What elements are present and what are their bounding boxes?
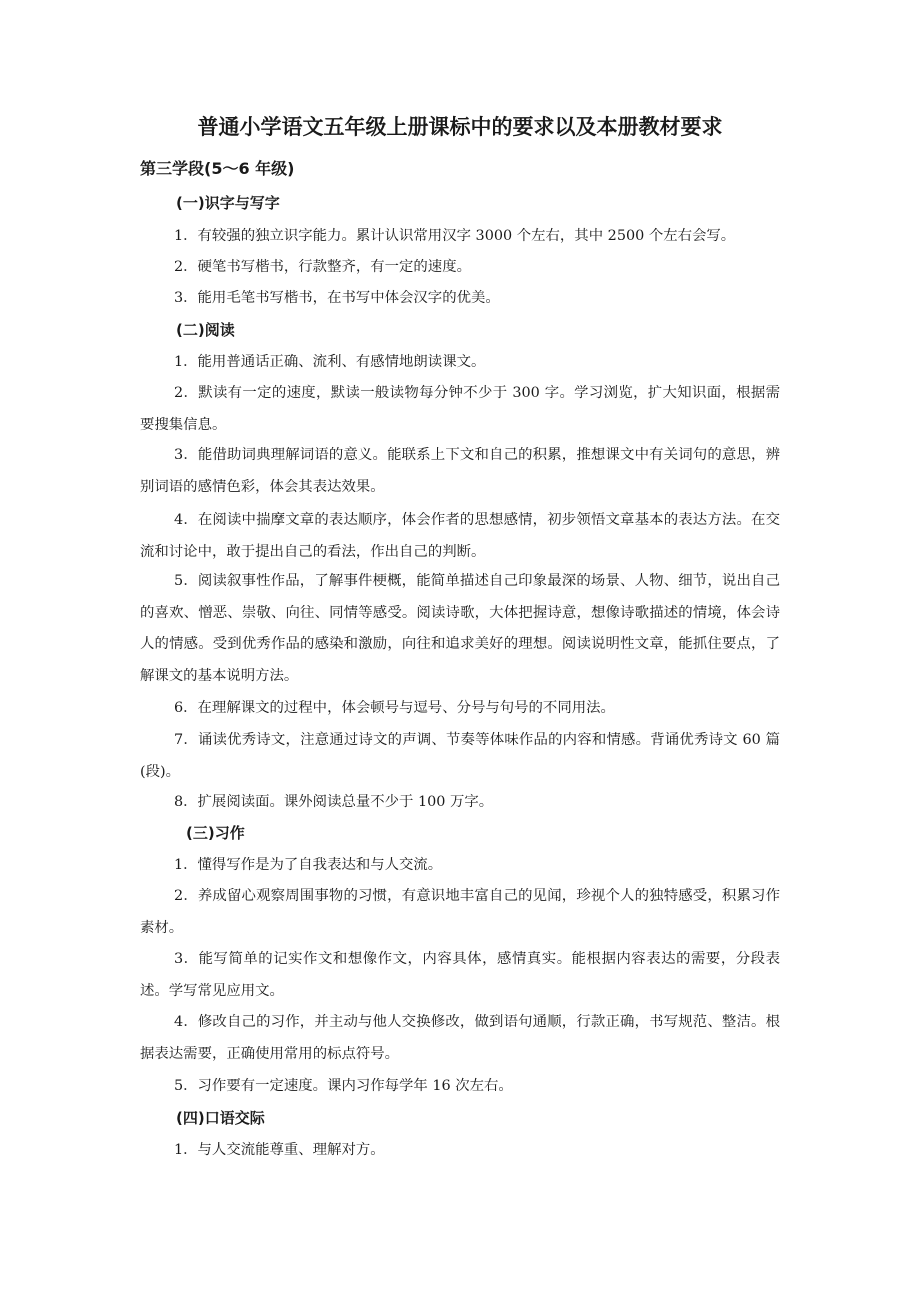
list-item: 3．能写简单的记实作文和想像作文，内容具体，感情真实。能根据内容表达的需要，分段表述。学写常见应用文。	[140, 951, 780, 999]
list-item: 4．在阅读中揣摩文章的表达顺序，体会作者的思想感情，初步领悟文章基本的表达方法。在交流和讨论中，敢于提出自己的看法，作出自己的判断。	[140, 512, 780, 560]
section-heading-oral-communication: (四)口语交际	[176, 1109, 265, 1127]
list-item: 8．扩展阅读面。课外阅读总量不少于 100 万字。	[174, 794, 494, 810]
section-heading-writing: (三)习作	[186, 824, 245, 842]
list-item: 5．习作要有一定速度。课内习作每学年 16 次左右。	[174, 1078, 513, 1094]
list-item: 3．能借助词典理解词语的意义。能联系上下文和自己的积累，推想课文中有关词句的意思，辨别词语的感情色彩，体会其表达效果。	[140, 447, 780, 495]
stage-heading: 第三学段(5～6 年级)	[140, 159, 295, 178]
list-item: 2．硬笔书写楷书，行款整齐，有一定的速度。	[174, 259, 471, 275]
list-item: 5．阅读叙事性作品，了解事件梗概，能简单描述自己印象最深的场景、人物、细节，说出自己的喜欢、憎恶、崇敬、向往、同情等感受。阅读诗歌，大体把握诗意，想像诗歌描述的情境，体会诗人的情感。受到优秀作品的感染和激励，向往和追求美好的理想。阅读说明性文章，能抓住要点，了解课文的基本说明方法。	[140, 573, 780, 684]
list-item: 4．修改自己的习作，并主动与他人交换修改，做到语句通顺，行款正确，书写规范、整洁。根据表达需要，正确使用常用的标点符号。	[140, 1014, 780, 1062]
list-item: 6．在理解课文的过程中，体会顿号与逗号、分号与句号的不同用法。	[174, 700, 615, 716]
list-item: 1．能用普通话正确、流利、有感情地朗读课文。	[174, 354, 486, 370]
list-item: 2．养成留心观察周围事物的习惯，有意识地丰富自己的见闻，珍视个人的独特感受，积累习作素材。	[140, 888, 780, 936]
list-item: 1．与人交流能尊重、理解对方。	[174, 1142, 385, 1158]
list-item: 1．有较强的独立识字能力。累计认识常用汉字 3000 个左右，其中 2500 个左右会写。	[174, 228, 736, 244]
document-title: 普通小学语文五年级上册课标中的要求以及本册教材要求	[197, 115, 723, 139]
list-item: 3．能用毛笔书写楷书，在书写中体会汉字的优美。	[174, 290, 500, 306]
section-heading-literacy: (一)识字与写字	[176, 194, 280, 212]
list-item: 1．懂得写作是为了自我表达和与人交流。	[174, 857, 443, 873]
list-item: 2．默读有一定的速度，默读一般读物每分钟不少于 300 字。学习浏览，扩大知识面，根据需要搜集信息。	[140, 385, 780, 433]
section-heading-reading: (二)阅读	[176, 321, 235, 339]
list-item: 7．诵读优秀诗文，注意通过诗文的声调、节奏等体味作品的内容和情感。背诵优秀诗文 60 篇(段)。	[140, 732, 780, 780]
